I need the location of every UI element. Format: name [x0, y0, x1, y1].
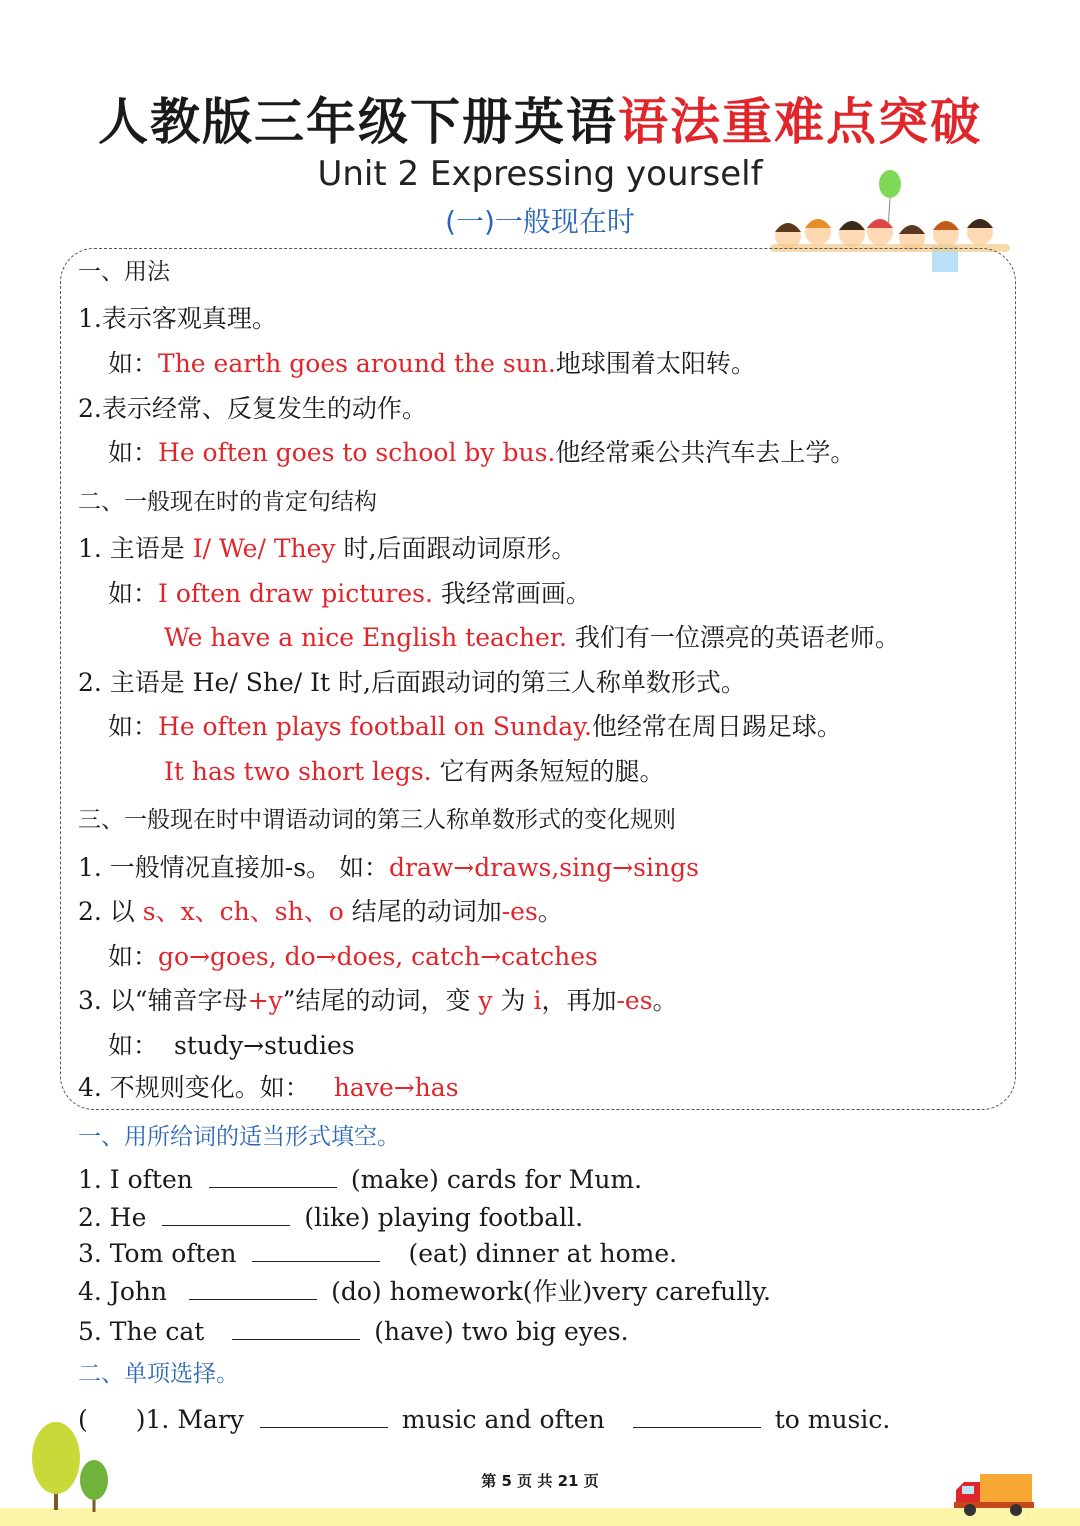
page-title — [0, 82, 1080, 154]
tree-icon — [24, 1418, 116, 1514]
page-number: 第 5 页 共 21 页 — [481, 1472, 599, 1490]
usage-example-2: 如：He often goes to school by bus.他经常乘公共汽车去上学。 — [108, 438, 856, 467]
usage-heading: 一、用法 — [78, 259, 170, 285]
exercise-1-heading: 一、用所给词的适当形式填空。 — [78, 1124, 400, 1150]
title-main: 人教版三年级下册英语 — [98, 93, 618, 151]
structure-heading: 二、一般现在时的肯定句结构 — [78, 489, 377, 515]
structure-example-2: We have a nice English teacher. 我们有一位漂亮的英语老师。 — [164, 623, 900, 652]
rule-3: 3. 以“辅音字母+y”结尾的动词，变 y 为 i，再加-es。 — [78, 986, 678, 1015]
section-title: (一)一般现在时 — [445, 205, 635, 238]
usage-point-2: 2.表示经常、反复发生的动作。 — [78, 394, 427, 423]
structure-example-3: 如：He often plays football on Sunday.他经常在周日踢足球。 — [108, 712, 842, 741]
exercise-1-item: 3. Tom often (eat) dinner at home. — [78, 1239, 678, 1268]
answer-blank[interactable] — [189, 1277, 317, 1300]
answer-blank[interactable] — [260, 1405, 388, 1428]
usage-example-1: 如：The earth goes around the sun.地球围着太阳转。 — [108, 349, 756, 378]
rules-heading: 三、一般现在时中谓语动词的第三人称单数形式的变化规则 — [78, 807, 676, 833]
rule-3-example: 如： study→studies — [108, 1031, 355, 1060]
answer-blank[interactable] — [162, 1203, 290, 1226]
exercise-1-item: 4. John (do) homework(作业)very carefully. — [78, 1277, 771, 1306]
rule-4: 4. 不规则变化。如： have→has — [78, 1073, 459, 1102]
exercise-1-item: 5. The cat (have) two big eyes. — [78, 1317, 629, 1346]
exercise-1-item: 1. I often (make) cards for Mum. — [78, 1165, 643, 1194]
structure-rule-1: 1. 主语是 I/ We/ They 时,后面跟动词原形。 — [78, 534, 577, 563]
structure-rule-2: 2. 主语是 He/ She/ It 时,后面跟动词的第三人称单数形式。 — [78, 668, 746, 697]
rule-2: 2. 以 s、x、ch、sh、o 结尾的动词加-es。 — [78, 897, 563, 926]
answer-blank[interactable] — [633, 1405, 761, 1428]
answer-blank[interactable] — [209, 1165, 337, 1188]
exercise-2-heading: 二、单项选择。 — [78, 1361, 239, 1387]
usage-point-1: 1.表示客观真理。 — [78, 304, 277, 333]
answer-blank[interactable] — [232, 1317, 360, 1340]
rule-1: 1. 一般情况直接加-s。 如：draw→draws,sing→sings — [78, 853, 699, 882]
exercise-1-item: 2. He (like) playing football. — [78, 1203, 584, 1232]
rule-2-example: 如：go→goes, do→does, catch→catches — [108, 942, 598, 971]
truck-icon — [952, 1470, 1036, 1520]
structure-example-4: It has two short legs. 它有两条短短的腿。 — [164, 757, 665, 786]
exercise-2-question-1: ( )1. Mary music and often to music. — [78, 1405, 891, 1434]
answer-blank[interactable] — [252, 1239, 380, 1262]
structure-example-1: 如：I often draw pictures. 我经常画画。 — [108, 579, 591, 608]
ground-strip — [0, 1508, 1080, 1526]
unit-title: Unit 2 Expressing yourself — [317, 154, 763, 194]
title-highlight: 语法重难点突破 — [618, 93, 982, 151]
